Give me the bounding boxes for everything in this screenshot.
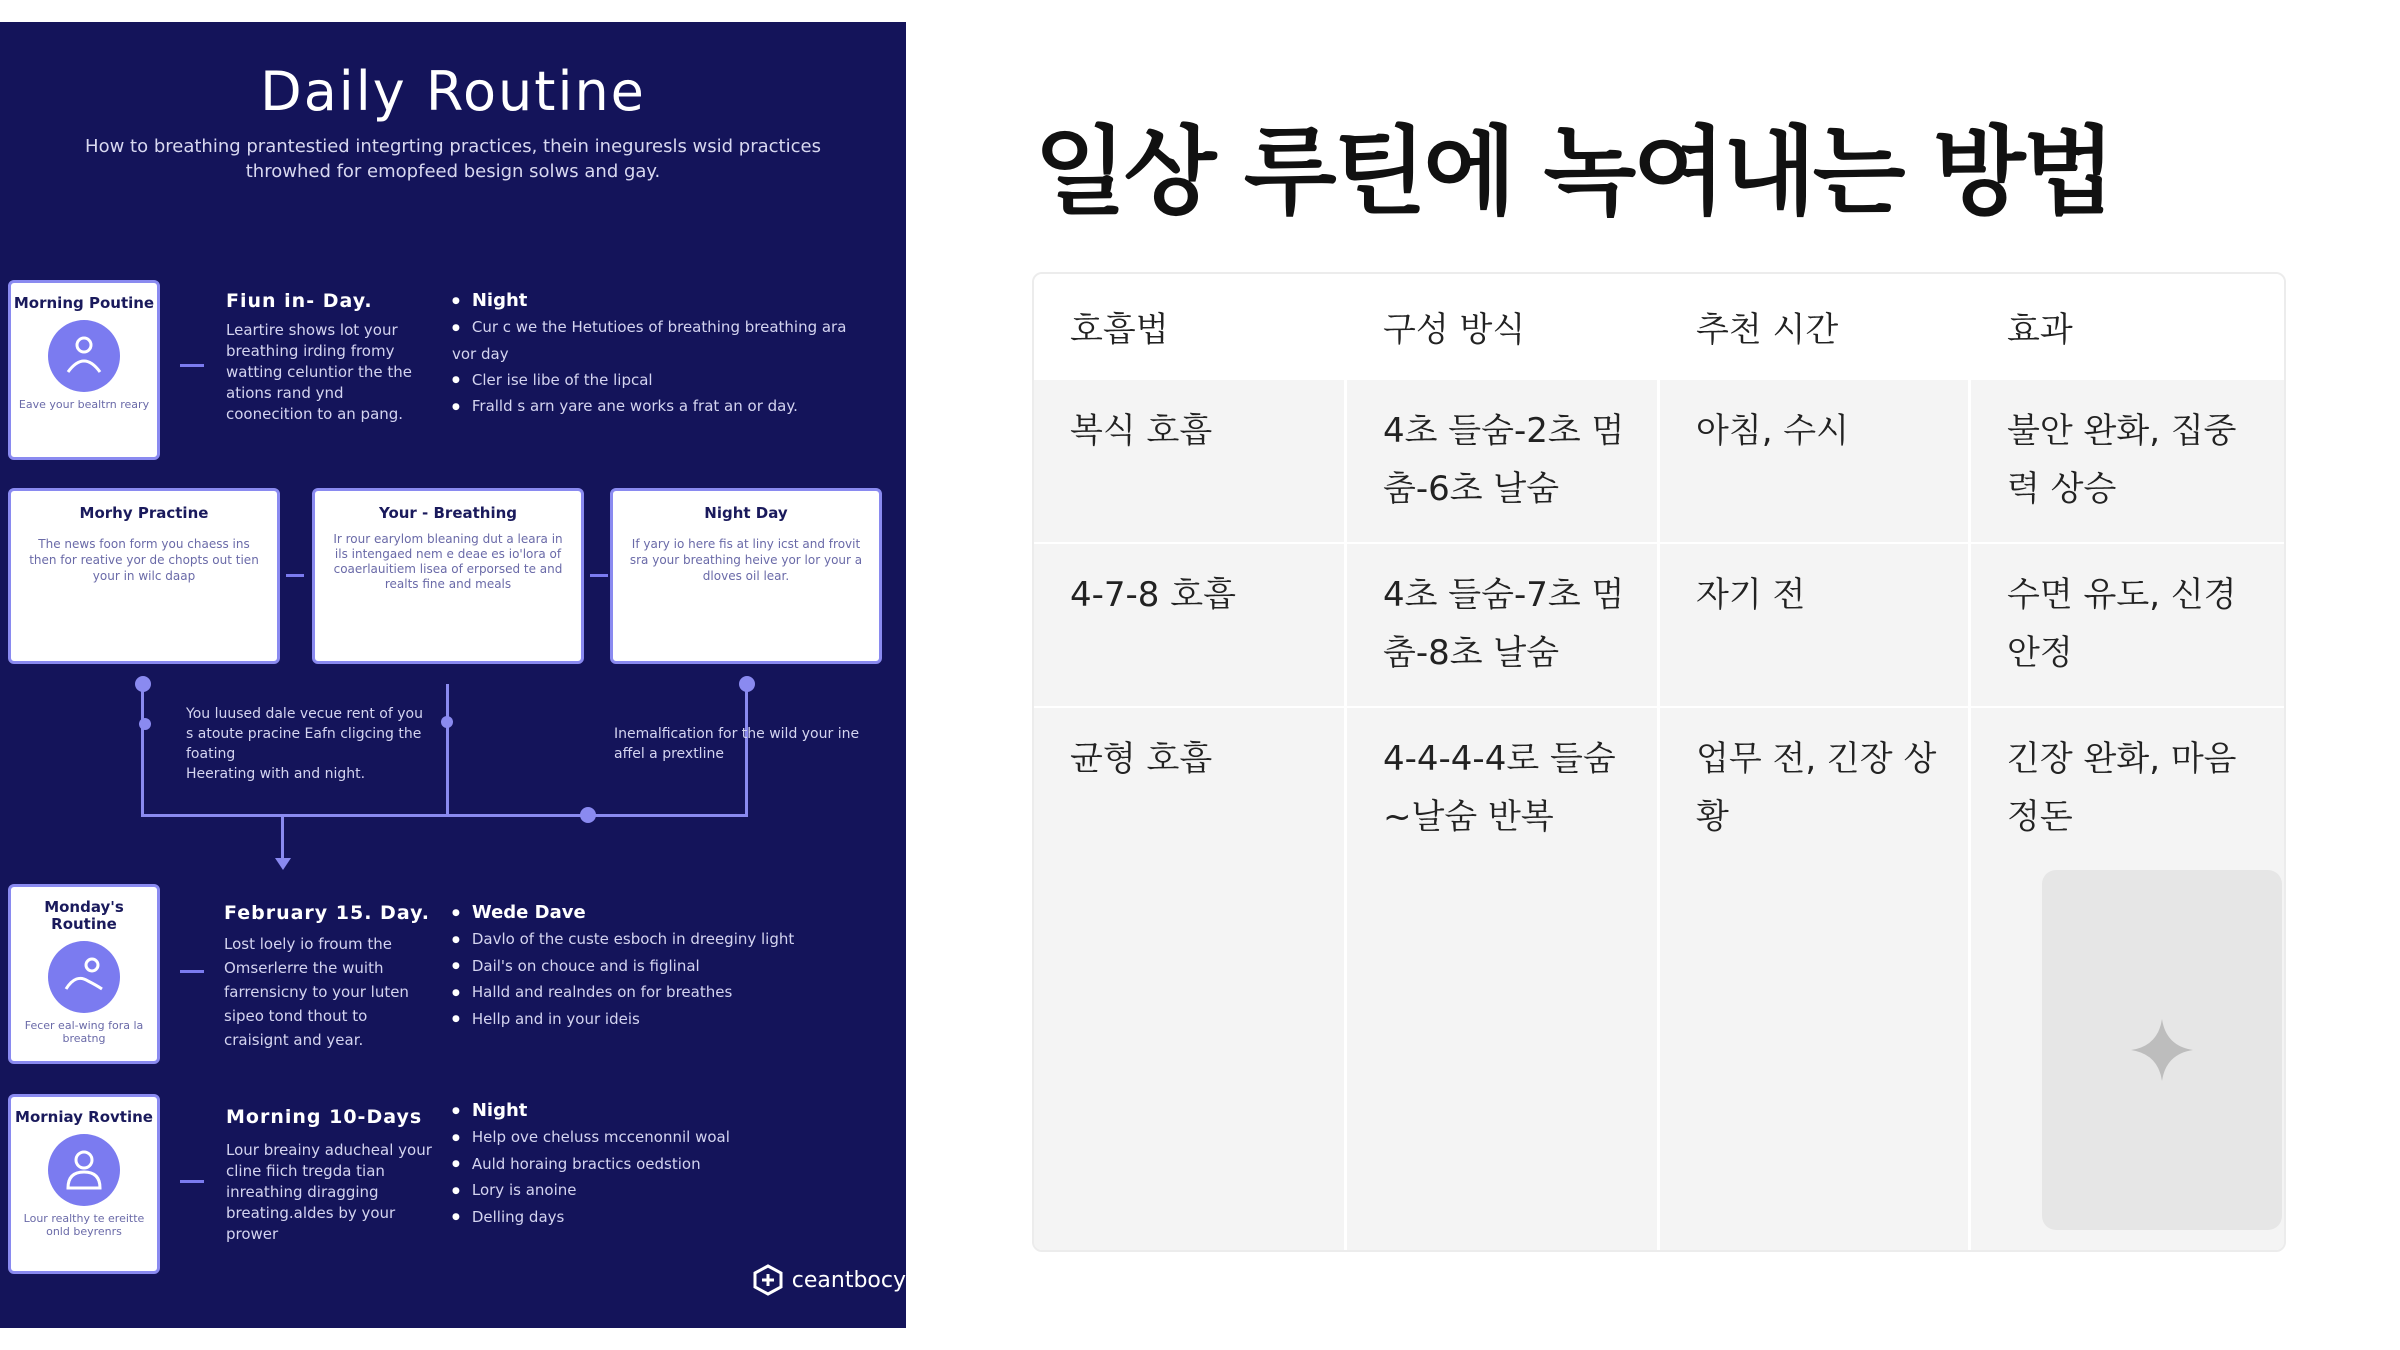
column-header: 효과	[2007, 309, 2073, 350]
card-title: Morhy Practine	[79, 504, 209, 522]
bullet-list	[452, 1098, 872, 1230]
card-morning-routine	[8, 280, 160, 460]
node-dot	[441, 716, 453, 728]
connector	[180, 970, 204, 973]
infographic-image	[0, 22, 906, 1328]
card-morhy-practine	[8, 488, 280, 664]
card-night-day	[610, 488, 882, 664]
table-cell: 수면 유도, 신경 안정	[2007, 575, 2237, 673]
section-body: Lour breainy aducheal your cline fiich tregda tian inreathing diragging breating.aldes by your prower	[226, 1141, 432, 1243]
connector-line	[141, 684, 144, 816]
table-cell: 균형 호흡	[1034, 708, 1347, 1252]
relaxing-person-icon	[48, 941, 120, 1013]
table-cell: 4초 들숨-2초 멈춤-6초 날숨	[1347, 380, 1660, 542]
page-title: 일상 루틴에 녹여내는 방법	[1034, 116, 2113, 228]
table-cell: 4초 들숨-7초 멈춤-8초 날숨	[1347, 544, 1660, 706]
table-cell: 긴장 완화, 마음 정돈	[2007, 739, 2237, 837]
card-mondays-routine	[8, 884, 160, 1064]
image-placeholder[interactable]	[2042, 870, 2282, 1230]
table-cell: 4-4-4-4로 들숨~날숨 반복	[1347, 708, 1660, 1252]
bullet-item: ● Cler ise libe of the lipcal	[452, 367, 852, 394]
sparkle-icon	[2127, 1015, 2197, 1085]
table-cell: 4-7-8 호흡	[1034, 544, 1347, 706]
bullet-item: ● Dail's on chouce and is figlinal	[452, 953, 872, 980]
node-dot	[139, 718, 151, 730]
node-dot	[580, 807, 596, 823]
column-header: 구성 방식	[1383, 309, 1526, 350]
card-caption: Lour realthy te ereitte onld beyrenrs	[23, 1212, 145, 1238]
table-cell: 자기 전	[1660, 544, 1971, 706]
card-body: Ir rour earylom bleaning dut a leara in ils intengaed nem e deae es io'lora of coaerlauitiem lisea of erporsed te and realts fine and meals	[333, 532, 563, 591]
note-text: Heerating with and night.	[186, 766, 366, 782]
connector-line	[141, 814, 748, 817]
bullet-item: ● Cur c we the Hetutioes of breathing breathing ara vor day	[452, 314, 852, 367]
bullet-list	[452, 900, 872, 1032]
card-body: The news foon form you chaess ins then for reative yor de chopts out tien your in wilc daap	[29, 537, 259, 583]
connector	[180, 1180, 204, 1183]
connector-line	[446, 684, 449, 816]
card-title: Monday's Routine	[44, 898, 124, 933]
card-your-breathing	[312, 488, 584, 664]
section-heading: Morning 10-Days	[226, 1106, 423, 1128]
bullet-item: ● Hellp and in your ideis	[452, 1006, 872, 1033]
connector	[590, 574, 608, 577]
brand-logo	[752, 1264, 906, 1296]
note-text: You luused dale vecue rent of you s atoute pracine Eafn cligcing the foating	[186, 706, 423, 762]
table-cell: 업무 전, 긴장 상황	[1660, 708, 1971, 1252]
connector-line	[281, 817, 284, 861]
bullet-item: ● Delling days	[452, 1204, 872, 1231]
table-row	[1034, 378, 2284, 542]
breathing-table	[1032, 272, 2286, 1252]
card-body: If yary io here fis at liny icst and frovit sra your breathing heive yor lor your a dloves oil lear.	[629, 537, 863, 583]
meditation-icon	[48, 320, 120, 392]
column-header: 추천 시간	[1696, 309, 1839, 350]
card-title: Morniay Rovtine	[15, 1108, 153, 1126]
bullet-heading: ● Night	[452, 1098, 872, 1124]
bullet-heading: ● Night	[452, 288, 852, 314]
connector	[180, 364, 204, 367]
card-caption: Fecer eal-wing fora la breatng	[24, 1019, 144, 1045]
poster-subtitle: How to breathing prantestied integrting practices, thein ineguresls wsid practices throwhed for emopfeed besign solws and gay.	[85, 136, 821, 182]
note-right: Inemalfication for the wild your ine affel a prextline	[614, 726, 860, 762]
section-body: Lost loely io froum the Omserlerre the wuith farrensicny to your luten sipeo tond thout to craisignt and year.	[224, 935, 409, 1049]
table-cell: 아침, 수시	[1660, 380, 1971, 542]
section-heading: February 15. Day.	[224, 902, 430, 924]
section-heading: Fiun in- Day.	[226, 290, 373, 312]
column-header: 호흡법	[1070, 309, 1169, 350]
arrow-down-icon	[275, 858, 291, 870]
section-body: Leartire shows lot your breathing irding fromy watting celuntior the the ations rand ynd coonecition to an pang.	[226, 321, 413, 423]
bullet-list	[452, 288, 852, 420]
bullet-heading: ● Wede Dave	[452, 900, 872, 926]
poster-title: Daily Routine	[260, 60, 646, 123]
table-row	[1034, 542, 2284, 706]
note-left	[186, 704, 426, 784]
bullet-item: ● Auld horaing bractics oedstion	[452, 1151, 872, 1178]
person-icon	[48, 1134, 120, 1206]
brand-name: ceantbocy	[791, 1267, 906, 1293]
bullet-item: ● Halld and realndes on for breathes	[452, 979, 872, 1006]
bullet-item: ● Fralld s arn yare ane works a frat an or day.	[452, 393, 852, 420]
card-caption: Eave your bealtrn reary	[18, 398, 150, 411]
bullet-item: ● Lory is anoine	[452, 1177, 872, 1204]
bullet-item: ● Davlo of the custe esboch in dreeginy light	[452, 926, 872, 953]
table-cell: 불안 완화, 집중력 상승	[2007, 411, 2237, 509]
table-cell: 복식 호흡	[1034, 380, 1347, 542]
bullet-item: ● Help ove cheluss mccenonnil woal	[452, 1124, 872, 1151]
connector	[286, 574, 304, 577]
card-morniay-routine	[8, 1094, 160, 1274]
table-header	[1034, 274, 2284, 378]
card-title: Night Day	[704, 504, 788, 522]
card-title: Morning Poutine	[13, 294, 155, 312]
hexagon-logo-icon	[752, 1264, 784, 1296]
card-title: Your - Breathing	[378, 504, 518, 522]
